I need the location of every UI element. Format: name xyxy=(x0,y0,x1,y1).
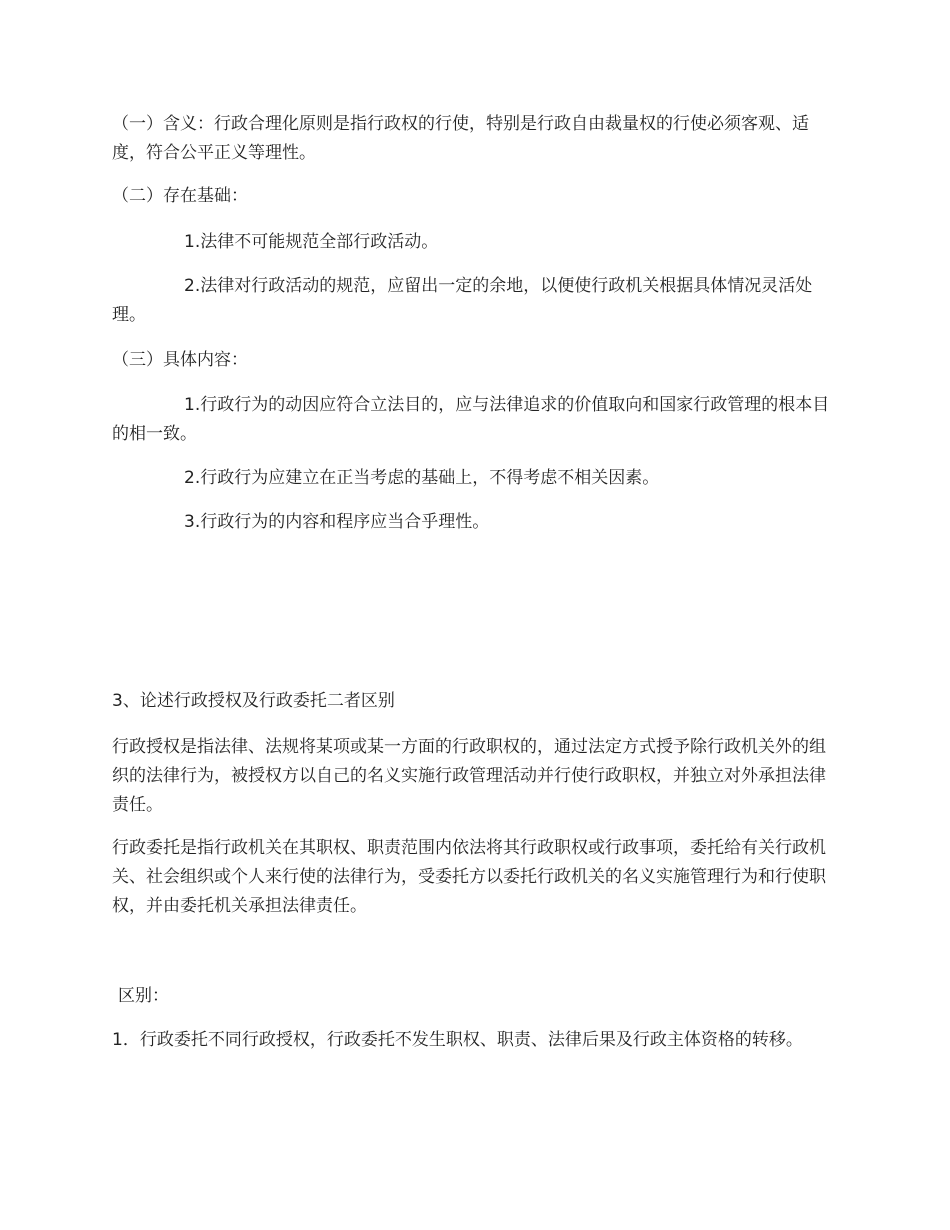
paragraph-content-2: 2.行政行为应建立在正当考虑的基础上，不得考虑不相关因素。 xyxy=(184,468,660,488)
heading-basis: （二）存在基础： xyxy=(112,186,248,206)
paragraph-basis-2: 2.法律对行政活动的规范，应留出一定的余地，以便使行政机关根据具体情况灵活处理。 xyxy=(112,276,813,325)
paragraph-authorization: 行政授权是指法律、法规将某项或某一方面的行政职权的，通过法定方式授予除行政机关外的组织的法律行为，被授权方以自己的名义实施行政管理活动并行使行政职权，并独立对外承担法律责任。 xyxy=(112,737,826,815)
paragraph-difference-1: 1．行政委托不同行政授权，行政委托不发生职权、职责、法律后果及行政主体资格的转移。 xyxy=(112,1030,803,1050)
heading-difference: 区别： xyxy=(118,986,169,1006)
heading-content: （三）具体内容： xyxy=(112,350,248,370)
paragraph-meaning: （一）含义：行政合理化原则是指行政权的行使，特别是行政自由裁量权的行使必须客观、适度，符合公平正义等理性。 xyxy=(112,114,809,163)
section-heading-3: 3、论述行政授权及行政委托二者区别 xyxy=(112,691,395,711)
paragraph-content-3: 3.行政行为的内容和程序应当合乎理性。 xyxy=(184,512,490,532)
paragraph-content-1: 1.行政行为的动因应符合立法目的，应与法律追求的价值取向和国家行政管理的根本目的相一致。 xyxy=(112,395,830,444)
paragraph-entrustment: 行政委托是指行政机关在其职权、职责范围内依法将其行政职权或行政事项，委托给有关行政机关、社会组织或个人来行使的法律行为，受委托方以委托行政机关的名义实施管理行为和行使职权，并由委托机关承担法律责任。 xyxy=(112,838,826,916)
paragraph-basis-1: 1.法律不可能规范全部行政活动。 xyxy=(184,232,439,252)
